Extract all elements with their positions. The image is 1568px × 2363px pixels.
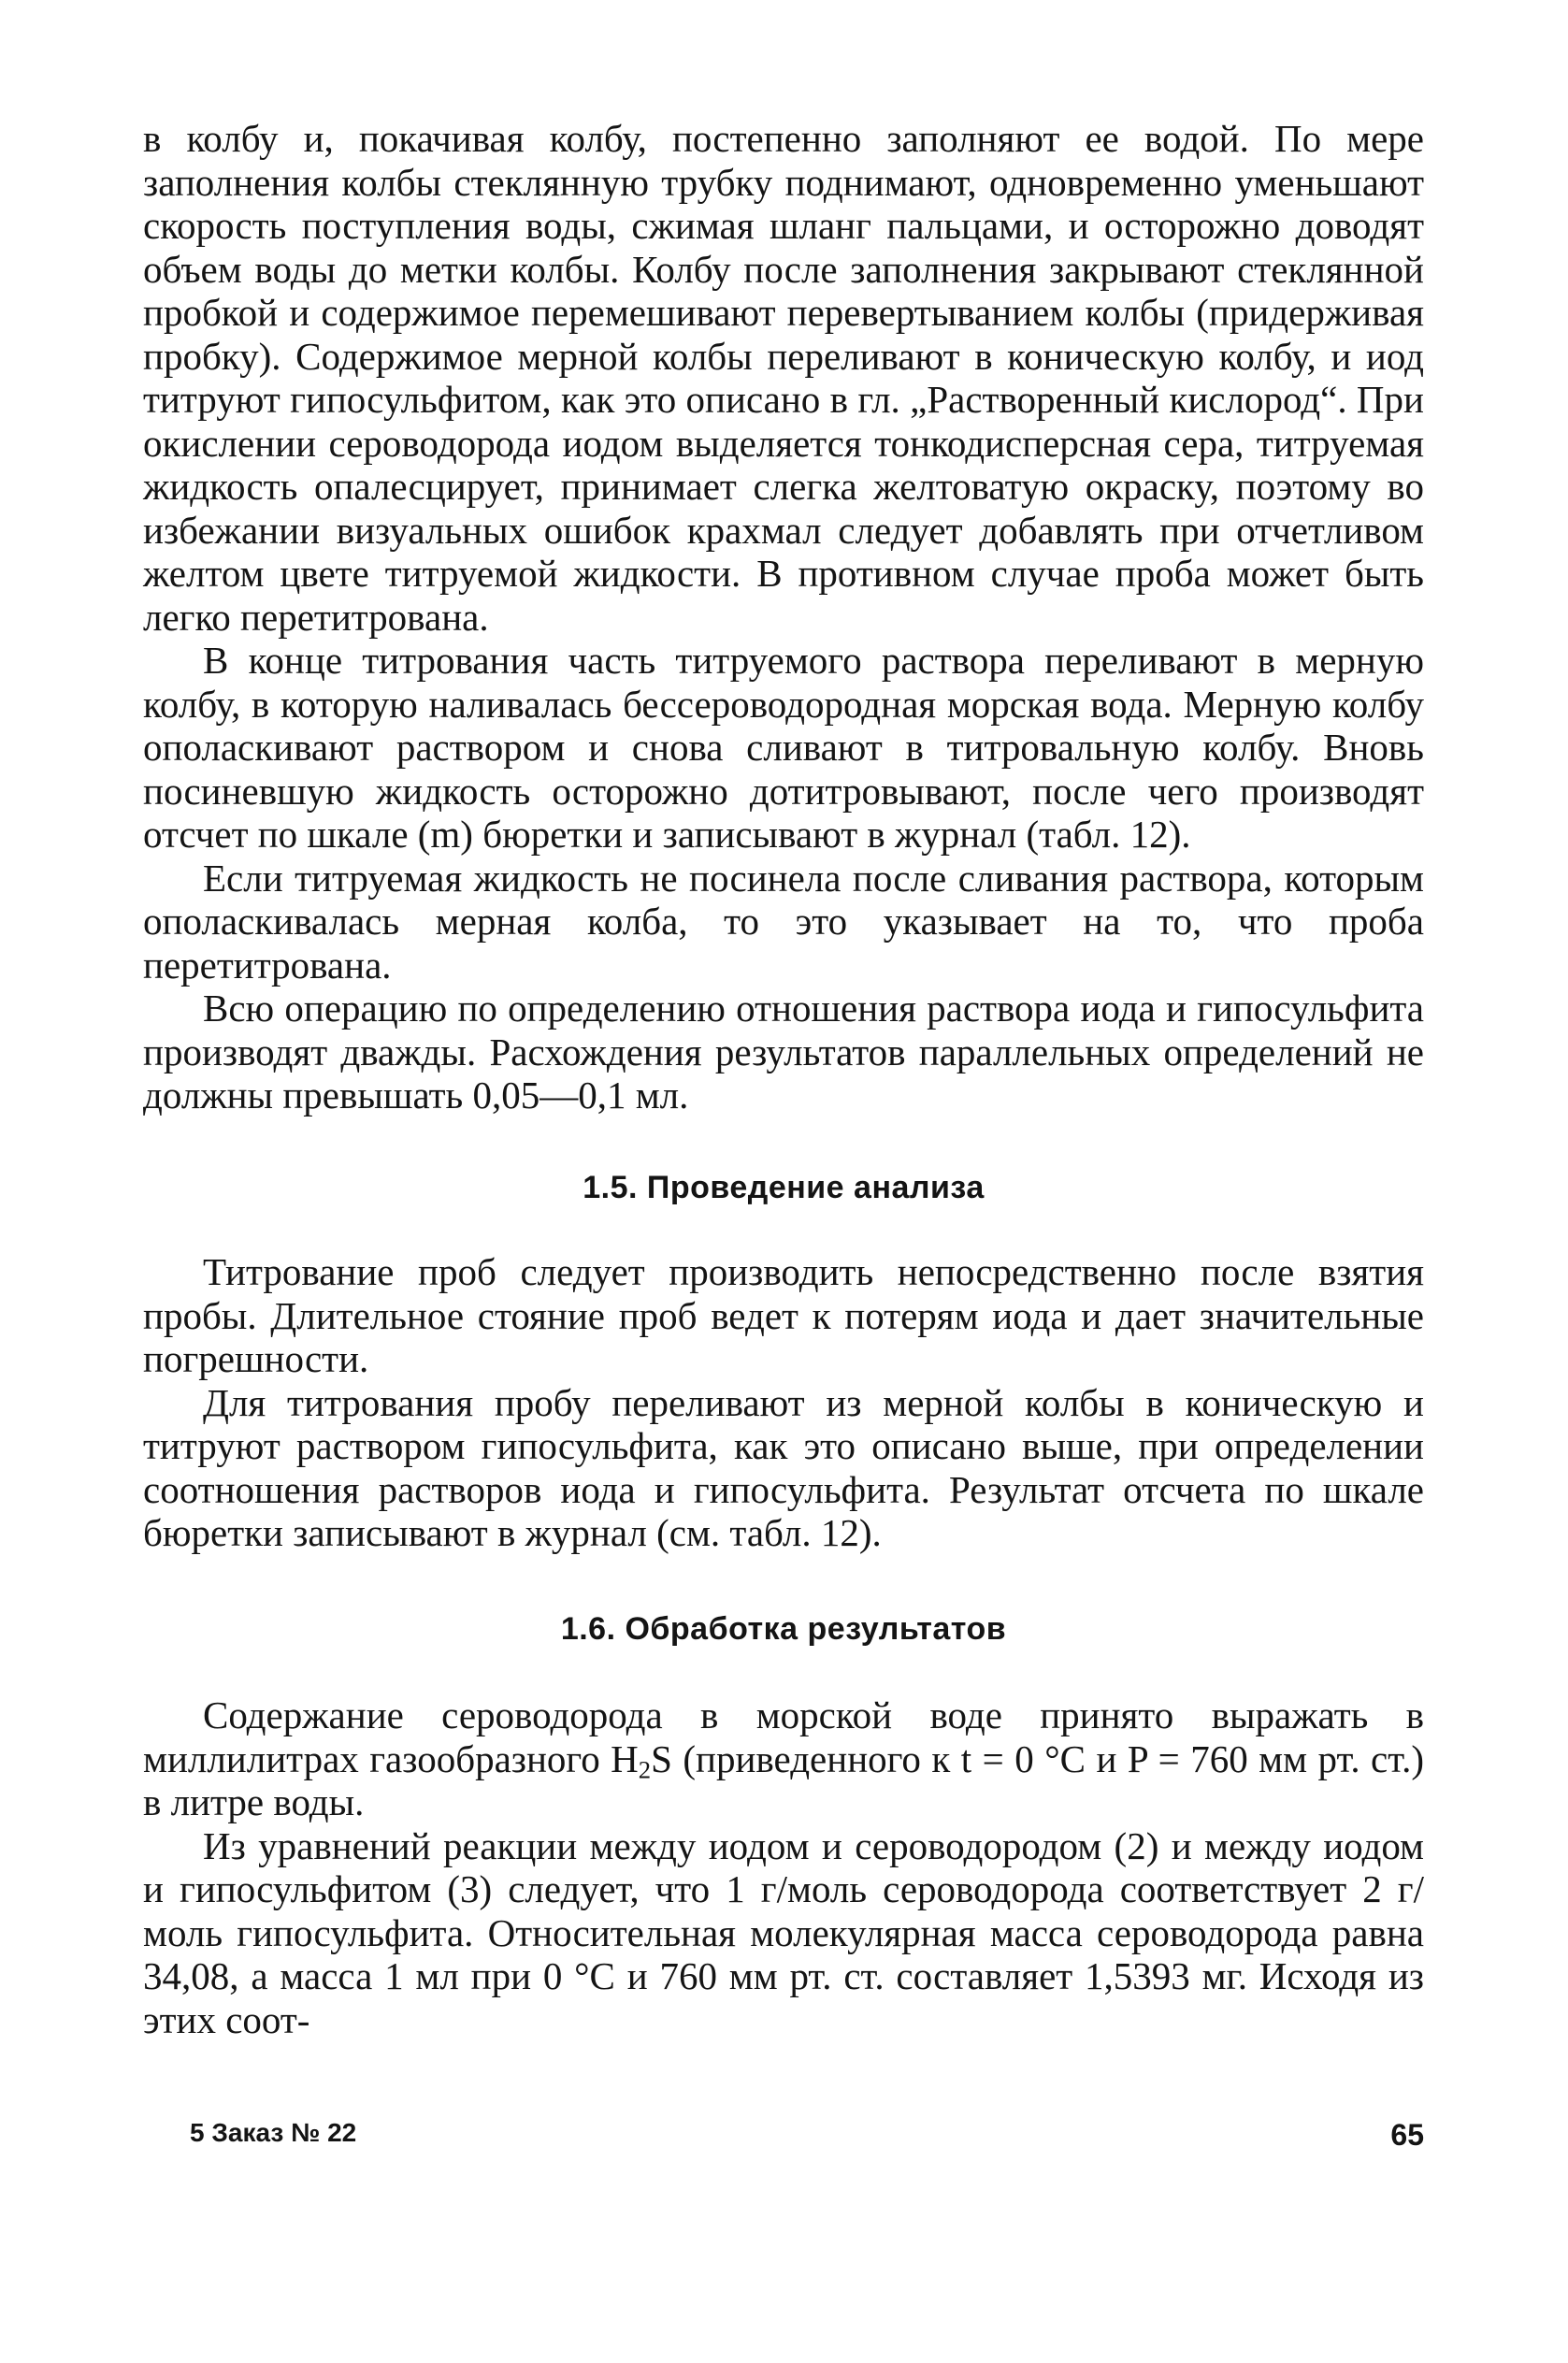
paragraph-4: Всю операцию по определению отношения раствора иода и гипосульфита производят дважды. Расхождения результатов параллельных определений не должны превышать 0,05—0,1 мл.: [143, 987, 1424, 1117]
paragraph-8: Из уравнений реакции между иодом и сероводородом (2) и между иодом и гипосульфитом (3) следует, что 1 г/моль сероводорода соответствует 2 г/моль гипосульфита. Относительная молекулярная масса сероводорода равна 34,08, а масса 1 мл при 0 °C и 760 мм рт. ст. составляет 1,5393 мг. Исходя из этих соот-: [143, 1823, 1424, 2041]
paragraph-3: Если титруемая жидкость не посинела после сливания раствора, которым ополаскивалась мерная колба, то это указывает на то, что проба перетитрована.: [143, 856, 1424, 987]
paragraph-7: [143, 1693, 1424, 1824]
printer-signature: 5 Заказ № 22: [190, 2118, 357, 2147]
section-heading-results: 1.6. Обработка результатов: [560, 1610, 1007, 1647]
paragraph-6: Для титрования пробу переливают из мерной колбы в коническую и титруют раствором гипосульфита, как это описано выше, при определении соотношения растворов иода и гипосульфита. Результат отсчета по шкале бюретки записывают в журнал (см. табл. 12).: [143, 1380, 1424, 1554]
section-heading-analysis: 1.5. Проведение анализа: [583, 1169, 985, 1205]
paragraph-2: В конце титрования часть титруемого раствора переливают в мерную колбу, в которую наливалась бессероводородная морская вода. Мерную колбу ополаскивают раствором и снова сливают в титровальную колбу. Вновь посиневшую жидкость осторожно дотитровывают, после чего производят отсчет по шкале (m) бюретки и записывают в журнал (табл. 12).: [143, 639, 1424, 856]
paragraph-7-part-b: S (приведенного к t = 0 °C и P = 760 мм рт. ст.) в литре воды.: [143, 1736, 1424, 1823]
page-number: 65: [1390, 2118, 1424, 2152]
paragraph-5: Титрование проб следует производить непосредственно после взятия пробы. Длительное стояние проб ведет к потерям иода и дает значительные погрешности.: [143, 1250, 1424, 1380]
h2s-subscript: 2: [638, 1755, 652, 1784]
page-body: [143, 117, 1424, 2041]
paragraph-7-part-a: Содержание сероводорода в морской воде принято выражать в миллилитрах газообразного H: [143, 1693, 1424, 1780]
paragraph-1: в колбу и, покачивая колбу, постепенно заполняют ее водой. По мере заполнения колбы стеклянную трубку поднимают, одновременно уменьшают скорость поступления воды, сжимая шланг пальцами, и осторожно доводят объем воды до метки колбы. Колбу после заполнения закрывают стеклянной пробкой и содержимое перемешивают перевертыванием колбы (придерживая пробку). Содержимое мерной колбы переливают в коническую колбу, и иод титруют гипосульфитом, как это описано в гл. „Растворенный кислород“. При окислении сероводорода иодом выделяется тонкодисперсная сера, титруемая жидкость опалесцирует, принимает слегка желтоватую окраску, поэтому во избежании визуальных ошибок крахмал следует добавлять при отчетливом желтом цвете титруемой жидкости. В противном случае проба может быть легко перетитрована.: [143, 117, 1424, 639]
